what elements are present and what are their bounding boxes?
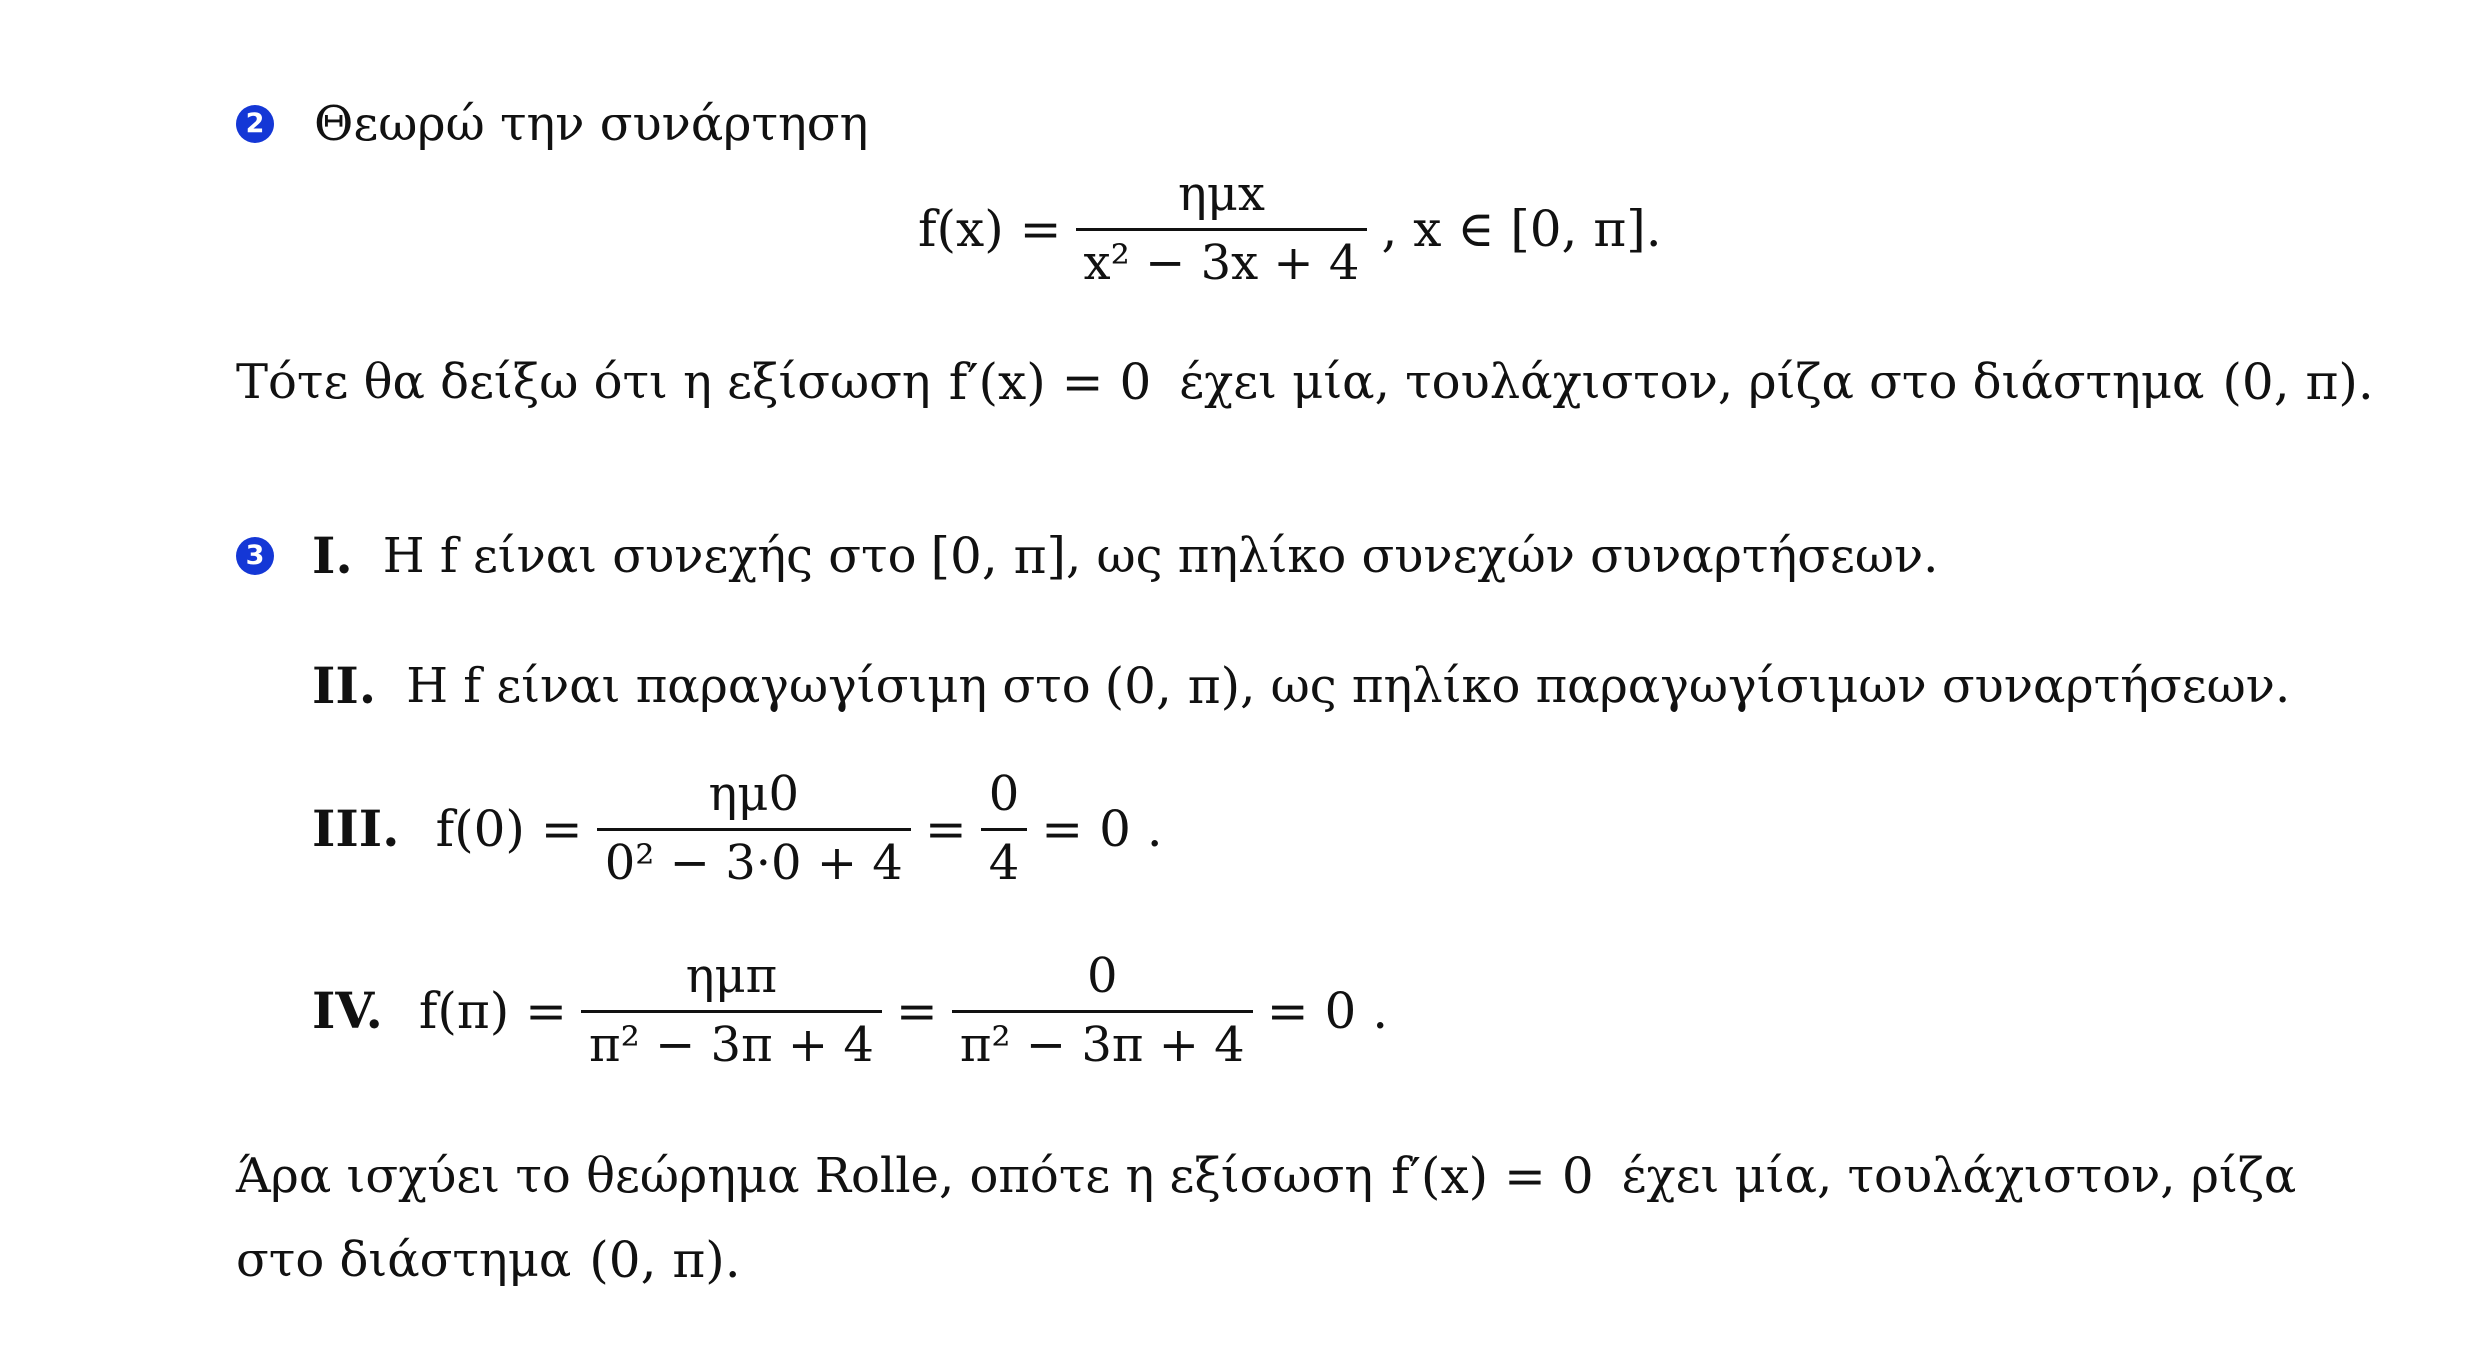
item-II-text-post: , ως πηλίκο παραγωγίσιμων συναρτήσεων. (1240, 658, 2291, 714)
final-line1-post: έχει μία, τουλάχιστον, ρίζα (1621, 1148, 2297, 1204)
item-III-frac2-numerator: 0 (988, 766, 1020, 822)
item-III-fraction-2 (981, 768, 1028, 889)
conclusion-pre: Τότε θα δείξω ότι η εξίσωση (236, 354, 931, 410)
item-III-frac2-denominator: 4 (988, 835, 1020, 891)
item-I-interval: [0, π] (930, 527, 1066, 585)
item-I-label: I. (312, 526, 353, 585)
function-lhs: f(x) = (918, 199, 1062, 258)
item-IV-label: IV. (312, 981, 383, 1040)
final-line2-pre: στο διάστημα (236, 1232, 572, 1288)
final-equation: f′(x) = 0 (1391, 1147, 1594, 1205)
bullet-two-icon: 2 (236, 105, 274, 143)
intro-text: Θεωρώ την συνάρτηση (314, 96, 869, 152)
item-IV-frac2-denominator: π² − 3π + 4 (959, 1017, 1245, 1073)
item-III-lhs: f(0) = (435, 799, 583, 858)
item-IV-frac2-numerator: 0 (1087, 948, 1118, 1004)
item-IV-result: = 0 . (1266, 981, 1389, 1040)
section-3-item-IV (312, 950, 1388, 1071)
section-3-item-III (312, 768, 1163, 889)
item-II-interval: (0, π) (1104, 657, 1241, 715)
section-2-conclusion (236, 352, 2374, 412)
conclusion-equation: f′(x) = 0 (948, 353, 1152, 411)
item-II-label: II. (312, 656, 377, 715)
item-II-text-pre: Η f είναι παραγωγίσιμη στο (406, 658, 1091, 714)
item-IV-fraction-1 (581, 950, 882, 1071)
item-III-fraction-1 (597, 768, 911, 889)
item-I-text-post: , ως πηλίκο συνεχών συναρτήσεων. (1065, 528, 1939, 584)
section-2-intro (236, 94, 868, 154)
conclusion-post: έχει μία, τουλάχιστον, ρίζα στο διάστημα (1179, 354, 2205, 410)
item-IV-lhs: f(π) = (418, 981, 568, 1040)
final-interval: (0, π). (589, 1231, 741, 1289)
final-line1-pre: Άρα ισχύει το θεώρημα Rolle, οπότε η εξίσωση (236, 1148, 1374, 1204)
item-III-result: = 0 . (1041, 799, 1163, 858)
item-IV-frac1-denominator: π² − 3π + 4 (589, 1017, 874, 1073)
conclusion-interval: (0, π). (2222, 353, 2374, 411)
final-conclusion-line-2 (236, 1230, 741, 1290)
item-III-equals: = (924, 799, 967, 858)
section-3-item-I (236, 526, 1938, 586)
item-IV-equals: = (895, 981, 938, 1040)
function-definition (918, 168, 1662, 289)
item-III-label: III. (312, 799, 400, 858)
item-IV-frac1-numerator: ημπ (685, 948, 778, 1004)
function-fraction (1076, 168, 1368, 289)
item-III-frac1-numerator: ημ0 (708, 766, 800, 822)
function-denominator: x² − 3x + 4 (1083, 235, 1360, 291)
bullet-three-icon: 3 (236, 537, 274, 575)
function-domain: , x ∈ [0, π]. (1381, 199, 1662, 258)
item-I-text-pre: Η f είναι συνεχής στο (382, 528, 917, 584)
item-IV-fraction-2 (952, 950, 1253, 1071)
item-III-frac1-denominator: 0² − 3·0 + 4 (604, 835, 903, 891)
section-3-item-II (312, 656, 2290, 716)
function-numerator: ημx (1177, 166, 1265, 222)
final-conclusion-line-1 (236, 1146, 2296, 1206)
